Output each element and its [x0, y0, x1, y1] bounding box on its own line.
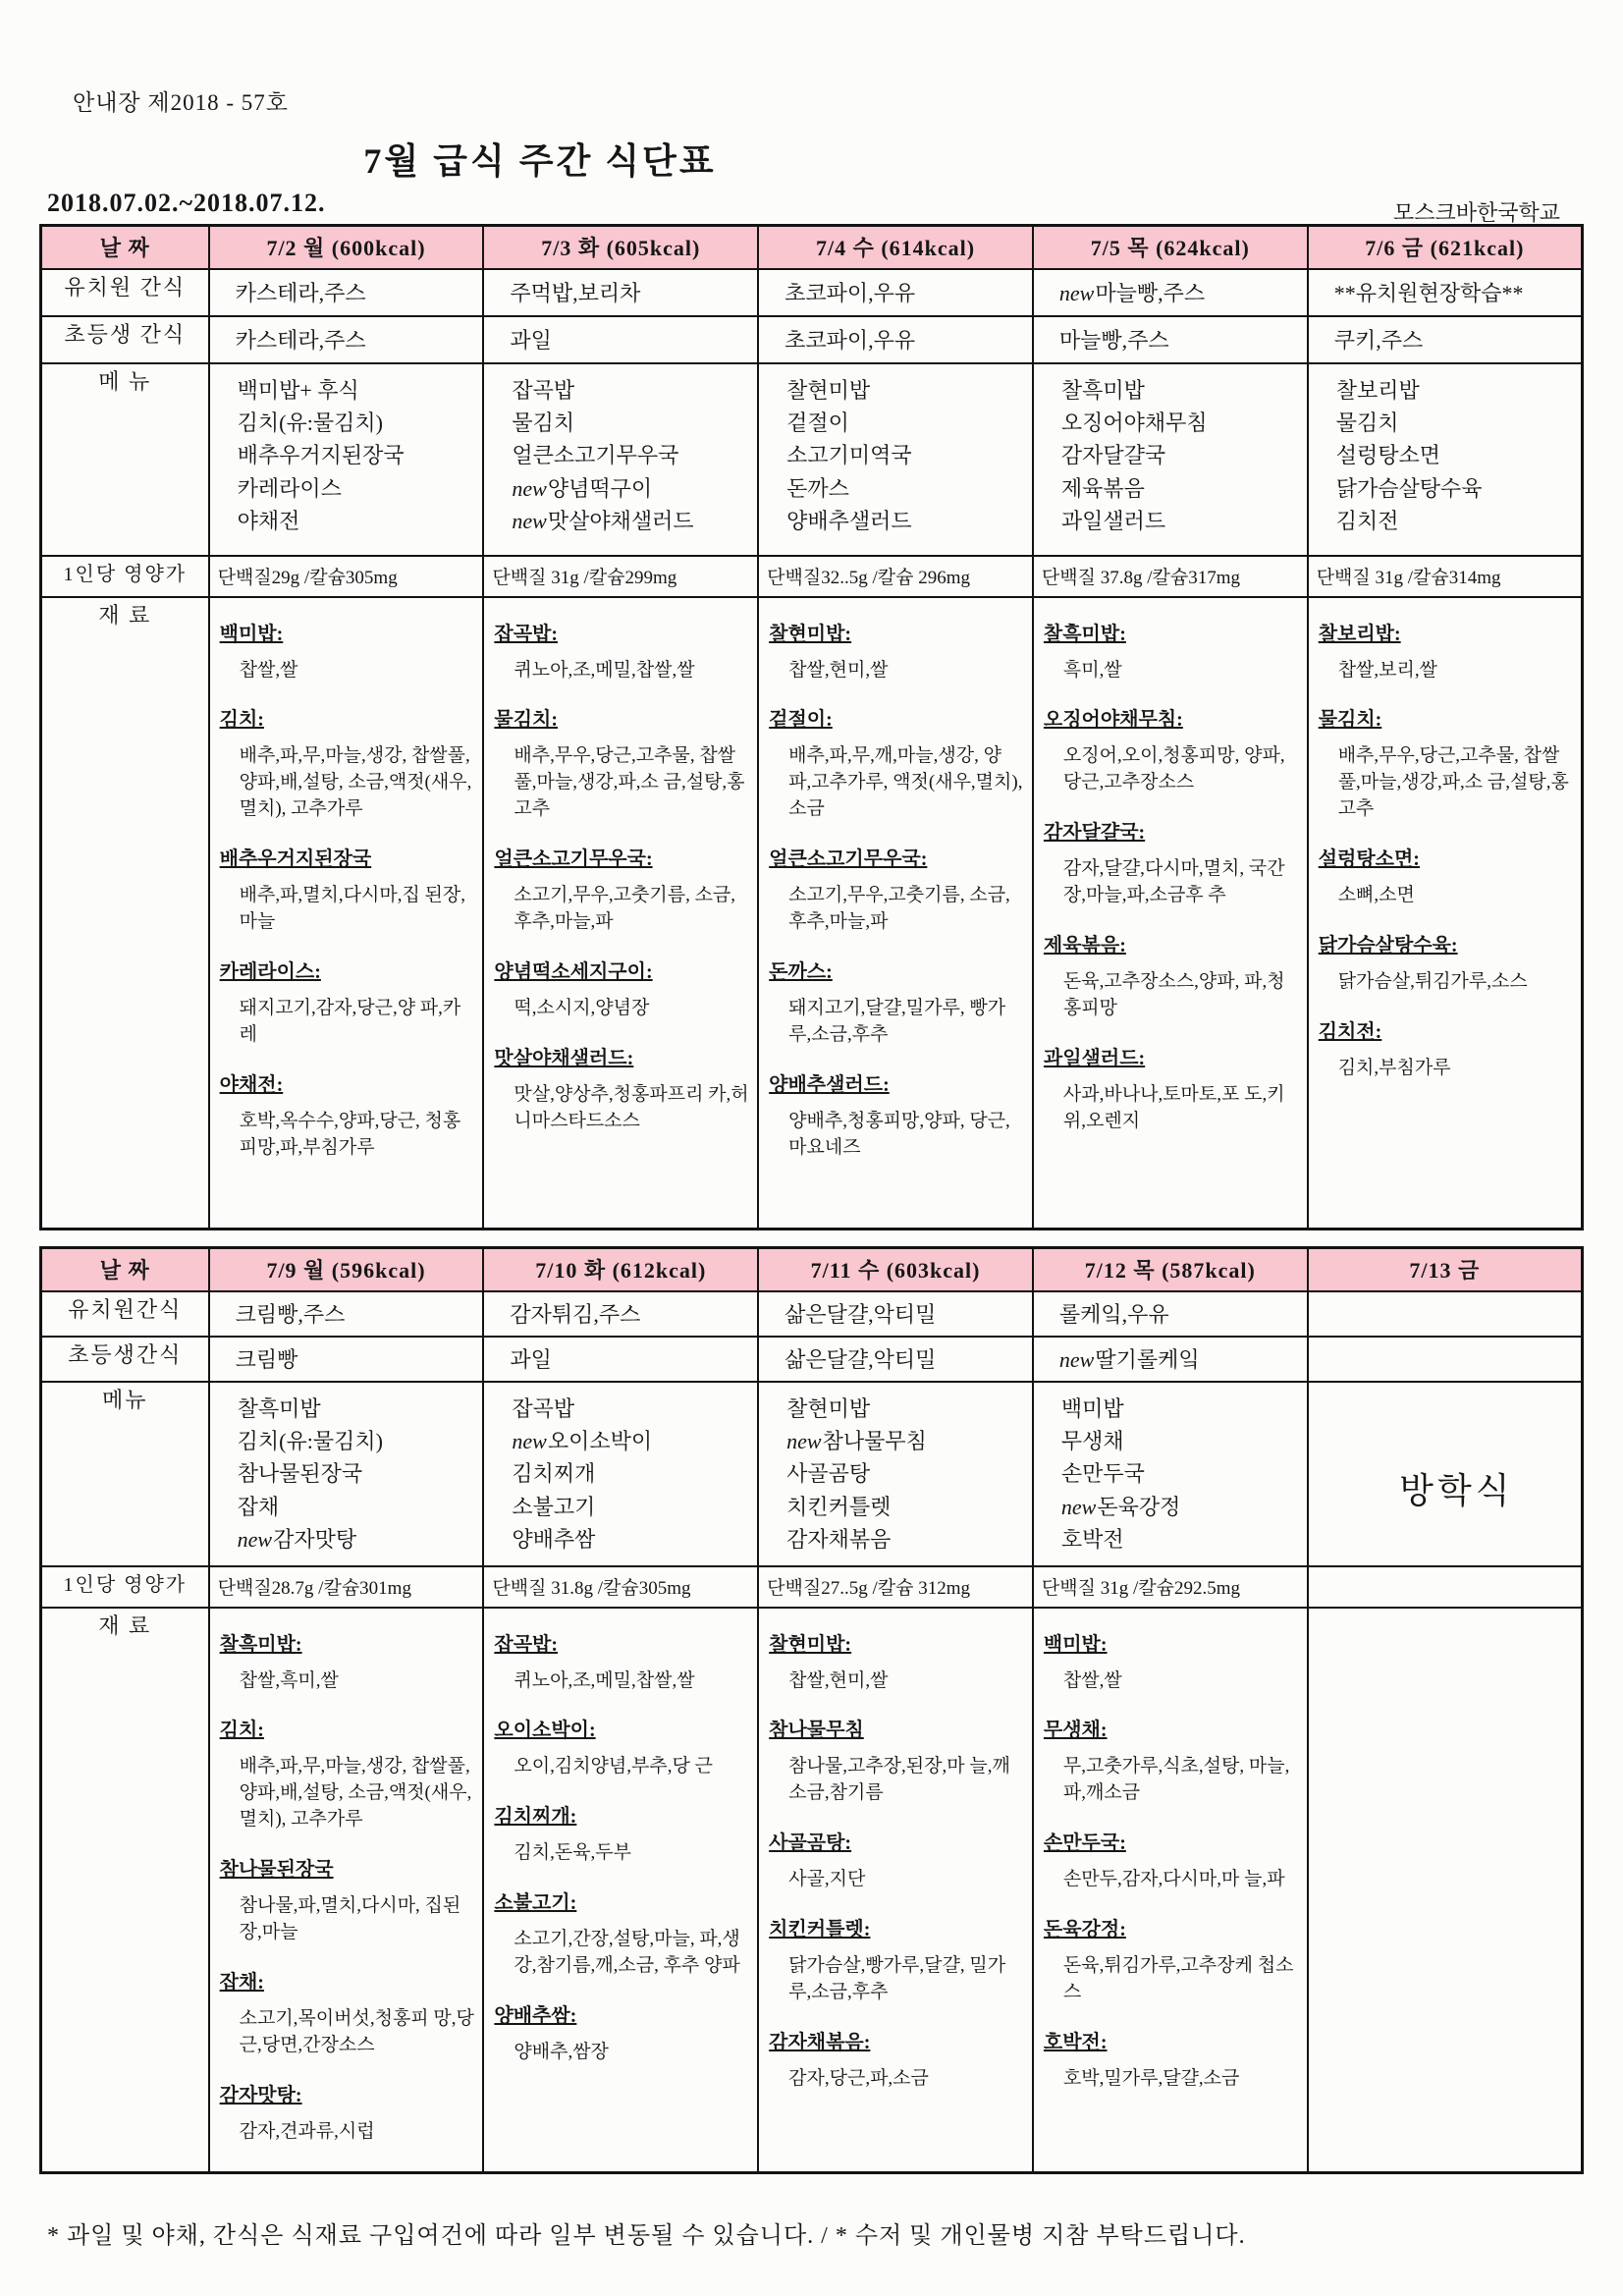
menu-cell — [209, 363, 484, 556]
menu-item: 얼큰소고기무우국 — [512, 443, 679, 468]
ingredients-cell — [758, 1608, 1033, 2173]
elementary-snack-text: 쿠키,주스 — [1333, 328, 1424, 353]
date-header-row — [41, 1248, 1583, 1291]
ingredient-items: 떡,소시지,양념장 — [514, 998, 650, 1019]
ingredient-items: 소고기,무우,고춧기름, 소금,후추,마늘,파 — [514, 885, 736, 933]
ingredient-items: 돼지고기,달걀,밀가루, 빵가루,소금,후추 — [788, 998, 1006, 1046]
menu-label: 메뉴 — [41, 1382, 209, 1566]
notice-number: 안내장 제2018 - 57호 — [73, 90, 289, 115]
kindergarten-snack-cell — [1033, 1291, 1308, 1337]
menu-label: 메 뉴 — [41, 363, 209, 556]
ingredient-dish-name: 돈까스: — [769, 961, 833, 984]
elementary-snack-text: 마늘빵,주스 — [1058, 328, 1169, 353]
kindergarten-snack-text: 주먹밥,보리차 — [510, 281, 641, 305]
menu-item: 백미밥 — [1060, 1395, 1124, 1421]
ingredient-dish-name: 닭가슴살탕수육: — [1318, 935, 1458, 957]
ingredient-items: 퀴노아,조,메밀,찹쌀,쌀 — [514, 1669, 695, 1691]
ingredient-items: 찹쌀,쌀 — [1062, 1669, 1122, 1691]
elementary-snack-row — [41, 1337, 1583, 1382]
menu-item: 소고기미역국 — [786, 443, 912, 468]
elementary-snack-cell — [758, 316, 1033, 363]
ingredient-items: 양배추,쌈장 — [514, 2042, 609, 2063]
ingredient-dish-name: 설렁탕소면: — [1318, 848, 1420, 871]
ingredient-items: 참나물,파,멸치,다시마, 집된장,마늘 — [239, 1895, 461, 1943]
ingredient-dish-name: 배추우거지된장국 — [219, 848, 372, 871]
elementary-snack-label: 초등생 간식 — [41, 316, 209, 363]
ingredient-items: 무,고춧가루,식초,설탕, 마늘,파,깨소금 — [1062, 1756, 1290, 1804]
day-header: 7/5 목 (624kcal) — [1033, 226, 1308, 269]
elementary-snack-text: 삶은달걀,악티밀 — [784, 1347, 937, 1372]
menu-item: 카레라이스 — [237, 475, 342, 501]
menu-item: 찰흑미밥 — [237, 1395, 321, 1421]
ingredient-items: 찹쌀,현미,쌀 — [788, 1669, 889, 1691]
elementary-snack-text: 카스테라,주스 — [235, 328, 366, 353]
kindergarten-snack-cell — [1308, 1291, 1583, 1337]
menu-item: 돈까스 — [786, 475, 849, 501]
elementary-snack-cell — [1033, 316, 1308, 363]
ingredient-dish-name: 잡곡밥: — [494, 623, 559, 645]
kindergarten-snack-cell — [209, 1291, 484, 1337]
ingredient-items: 감자,달걀,다시마,멸치, 국간장,마늘,파,소금후 추 — [1062, 858, 1285, 906]
ingredient-dish-name: 김치: — [219, 1720, 264, 1742]
ingredient-dish-name: 사골곰탕: — [769, 1832, 852, 1855]
menu-item: 참나물된장국 — [237, 1461, 363, 1487]
ingredient-items: 참나물,고추장,된장,마 늘,깨소금,참기름 — [788, 1756, 1010, 1804]
day-header: 7/2 월 (600kcal) — [209, 226, 484, 269]
menu-item: new맛살야채샐러드 — [512, 509, 694, 534]
kindergarten-snack-cell — [209, 269, 484, 316]
weekly-menu-table-1 — [39, 224, 1584, 1230]
menu-item: 김치(유:물김치) — [237, 410, 383, 435]
ingredient-dish-name: 물김치: — [1318, 709, 1382, 732]
ingredient-items: 김치,부침가루 — [1337, 1058, 1451, 1079]
ingredient-items: 호박,밀가루,달걀,소금 — [1062, 2068, 1240, 2090]
ingredient-items: 오징어,오이,청홍피망, 양파,당근,고추장소스 — [1062, 745, 1285, 793]
new-item-marker: new — [237, 1527, 273, 1553]
menu-item: 소불고기 — [512, 1494, 596, 1519]
day-header: 7/4 수 (614kcal) — [758, 226, 1033, 269]
kindergarten-snack-cell — [758, 1291, 1033, 1337]
ingredients-cell — [1033, 1608, 1308, 2173]
kindergarten-snack-text: **유치원현장학습** — [1333, 281, 1524, 305]
date-label: 날 짜 — [41, 1248, 209, 1291]
ingredient-dish-name: 과일샐러드: — [1043, 1048, 1146, 1070]
ingredient-items: 손만두,감자,다시마,마 늘,파 — [1062, 1869, 1285, 1890]
ingredient-items: 퀴노아,조,메밀,찹쌀,쌀 — [514, 659, 695, 681]
menu-cell — [209, 1382, 484, 1566]
kindergarten-snack-text: 카스테라,주스 — [235, 281, 366, 305]
ingredient-items: 닭가슴살,튀김가루,소스 — [1337, 971, 1528, 993]
day-header: 7/9 월 (596kcal) — [209, 1248, 484, 1291]
nutrition-cell: 단백질27..5g /칼슘 312mg — [758, 1566, 1033, 1608]
ingredient-dish-name: 찰보리밥: — [1318, 623, 1401, 645]
ingredient-dish-name: 호박전: — [1043, 2032, 1108, 2054]
ingredient-dish-name: 찰흑미밥: — [219, 1633, 302, 1656]
menu-item: 사골곰탕 — [786, 1461, 871, 1487]
menu-item: 양배추쌈 — [512, 1527, 596, 1553]
elementary-snack-cell — [1308, 316, 1583, 363]
ingredient-items: 김치,돈육,두부 — [514, 1842, 632, 1864]
day-header: 7/6 금 (621kcal) — [1308, 226, 1583, 269]
ingredient-dish-name: 양념떡소세지구이: — [494, 961, 653, 984]
ingredient-items: 호박,옥수수,양파,당근, 청홍피망,파,부침가루 — [239, 1111, 461, 1159]
nutrition-cell: 단백질 31g /칼슘299mg — [483, 556, 758, 597]
kindergarten-snack-text: 크림빵,주스 — [235, 1302, 346, 1327]
menu-item: 찰현미밥 — [786, 1395, 871, 1421]
ingredients-cell — [209, 597, 484, 1230]
menu-item: 김치전 — [1335, 509, 1399, 534]
menu-item: 설렁탕소면 — [1335, 443, 1440, 468]
ingredient-items: 감자,당근,파,소금 — [788, 2068, 929, 2090]
elementary-snack-cell — [209, 1337, 484, 1382]
ingredient-dish-name: 잡채: — [219, 1972, 264, 1995]
ingredient-dish-name: 소불고기: — [494, 1892, 577, 1915]
elementary-snack-cell — [209, 316, 484, 363]
menu-item: 찰보리밥 — [1335, 377, 1420, 403]
ingredient-items: 돼지고기,감자,당근,양 파,카레 — [239, 998, 461, 1046]
ingredient-dish-name: 참나물된장국 — [219, 1859, 334, 1882]
elementary-snack-text: 크림빵 — [235, 1347, 298, 1372]
menu-item: 오징어야채무침 — [1060, 410, 1208, 435]
ingredient-dish-name: 제육볶음: — [1043, 935, 1126, 957]
ingredient-dish-name: 감자달걀국: — [1043, 822, 1146, 845]
ingredient-dish-name: 오징어야채무침: — [1043, 709, 1183, 732]
nutrition-cell: 단백질 31g /칼슘292.5mg — [1033, 1566, 1308, 1608]
menu-item: new돈육강정 — [1060, 1494, 1181, 1519]
school-name: 모스크바한국학교 — [1392, 200, 1560, 225]
menu-item: 잡곡밥 — [512, 1395, 575, 1421]
kindergarten-snack-text: 롤케잌,우유 — [1058, 1302, 1169, 1327]
ingredients-cell — [1033, 597, 1308, 1230]
ingredient-dish-name: 김치: — [219, 709, 264, 732]
menu-item: new오이소박이 — [512, 1428, 653, 1453]
ingredient-dish-name: 김치전: — [1318, 1021, 1382, 1044]
ingredient-dish-name: 손만두국: — [1043, 1832, 1126, 1855]
ingredient-dish-name: 맛살야채샐러드: — [494, 1048, 634, 1070]
menu-cell — [758, 363, 1033, 556]
ingredient-items: 소고기,목이버섯,청홍피 망,당근,당면,간장소스 — [239, 2008, 474, 2056]
nutrition-cell: 단백질 37.8g /칼슘317mg — [1033, 556, 1308, 597]
menu-cell — [1308, 1382, 1583, 1566]
new-item-marker: new — [512, 509, 547, 534]
elementary-snack-text: 과일 — [510, 1347, 552, 1372]
ingredient-dish-name: 야채전: — [219, 1074, 284, 1097]
ingredient-dish-name: 겉절이: — [769, 709, 833, 732]
menu-item: 잡곡밥 — [512, 377, 575, 403]
ingredient-dish-name: 백미밥: — [1043, 1633, 1108, 1656]
day-header: 7/13 금 — [1308, 1248, 1583, 1291]
ingredient-dish-name: 참나물무침 — [769, 1720, 864, 1742]
kindergarten-snack-cell — [483, 269, 758, 316]
menu-cell — [1308, 363, 1583, 556]
menu-item: 겉절이 — [786, 410, 849, 435]
menu-cell — [1033, 363, 1308, 556]
ingredient-dish-name: 얼큰소고기무우국: — [494, 848, 653, 871]
ingredient-dish-name: 찰현미밥: — [769, 623, 852, 645]
kindergarten-snack-text: 초코파이,우유 — [784, 281, 916, 305]
day-header: 7/3 화 (605kcal) — [483, 226, 758, 269]
weekly-menu-table-2 — [39, 1246, 1584, 2174]
kindergarten-snack-cell — [483, 1291, 758, 1337]
nutrition-cell: 단백질29g /칼슘305mg — [209, 556, 484, 597]
menu-cell — [483, 363, 758, 556]
menu-cell — [758, 1382, 1033, 1566]
ingredient-dish-name: 감자채볶음: — [769, 2032, 871, 2054]
ingredient-items: 소고기,무우,고춧기름, 소금,후추,마늘,파 — [788, 885, 1010, 933]
ingredient-items: 오이,김치양념,부추,당 근 — [514, 1756, 713, 1777]
menu-item: 제육볶음 — [1060, 475, 1145, 501]
ingredient-dish-name: 찰현미밥: — [769, 1633, 852, 1656]
menu-cell — [483, 1382, 758, 1566]
day-header: 7/12 목 (587kcal) — [1033, 1248, 1308, 1291]
menu-item: 무생채 — [1060, 1428, 1124, 1453]
menu-item: 닭가슴살탕수육 — [1335, 475, 1483, 501]
ingredient-items: 돈육,튀김가루,고추장케 첩소스 — [1062, 1955, 1294, 2003]
kindergarten-snack-text: 삶은달걀,악티밀 — [784, 1302, 937, 1327]
menu-item: 호박전 — [1060, 1527, 1124, 1553]
nutrition-label: 1인당 영양가 — [41, 556, 209, 597]
ingredient-items: 배추,파,무,마늘,생강, 찹쌀풀,양파,배,설탕, 소금,액젓(새우,멸치), 고추가루 — [239, 745, 472, 820]
nutrition-label: 1인당 영양가 — [41, 1566, 209, 1608]
new-item-marker: new — [512, 1428, 547, 1453]
menu-row — [41, 1382, 1583, 1566]
new-item-marker: new — [512, 475, 547, 501]
ingredients-cell — [1308, 597, 1583, 1230]
kindergarten-snack-cell — [1308, 269, 1583, 316]
menu-row — [41, 363, 1583, 556]
kindergarten-snack-cell — [758, 269, 1033, 316]
ingredients-cell — [483, 597, 758, 1230]
date-label: 날 짜 — [41, 226, 209, 269]
ingredient-items: 찹쌀,보리,쌀 — [1337, 659, 1437, 681]
ingredient-items: 맛살,양상추,청홍파프리 카,허니마스타드소스 — [514, 1084, 749, 1132]
ingredient-items: 양배추,청홍피망,양파, 당근,마요네즈 — [788, 1111, 1010, 1159]
ingredient-dish-name: 물김치: — [494, 709, 559, 732]
ingredient-dish-name: 무생채: — [1043, 1720, 1108, 1742]
elementary-snack-cell — [758, 1337, 1033, 1382]
ingredients-cell — [483, 1608, 758, 2173]
ingredients-cell — [209, 1608, 484, 2173]
ingredient-dish-name: 얼큰소고기무우국: — [769, 848, 928, 871]
menu-item: 치킨커틀렛 — [786, 1494, 892, 1519]
elementary-snack-cell — [1308, 1337, 1583, 1382]
nutrition-row — [41, 556, 1583, 597]
page-title: 7월 급식 주간 식단표 — [363, 141, 717, 181]
ingredient-items: 배추,파,무,깨,마늘,생강, 양파,고추가루, 액젓(새우,멸치),소금 — [788, 745, 1023, 820]
menu-item: 배추우거지된장국 — [237, 443, 405, 468]
menu-item: 백미밥+ 후식 — [237, 377, 359, 403]
elementary-snack-row — [41, 316, 1583, 363]
date-range: 2018.07.02.~2018.07.12. — [47, 189, 326, 217]
menu-item: 야채전 — [237, 509, 300, 534]
ingredient-items: 소고기,간장,설탕,마늘, 파,생강,참기름,깨,소금, 후추 양파 — [514, 1929, 740, 1977]
menu-item: 손만두국 — [1060, 1461, 1145, 1487]
ingredients-label: 재 료 — [41, 1608, 209, 2173]
ingredient-dish-name: 돈육강정: — [1043, 1919, 1126, 1941]
new-item-marker: new — [786, 1428, 822, 1453]
menu-item: 양배추샐러드 — [786, 509, 912, 534]
day-header: 7/10 화 (612kcal) — [483, 1248, 758, 1291]
kindergarten-snack-text: 감자튀김,주스 — [510, 1302, 641, 1327]
ingredient-items: 찹쌀,현미,쌀 — [788, 659, 889, 681]
ingredient-items: 배추,파,멸치,다시마,집 된장,마늘 — [239, 885, 466, 933]
menu-item: 과일샐러드 — [1060, 509, 1166, 534]
ingredient-items: 닭가슴살,빵가루,달걀, 밀가루,소금,후추 — [788, 1955, 1006, 2003]
nutrition-cell: 단백질 31g /칼슘314mg — [1308, 556, 1583, 597]
menu-item: 감자달걀국 — [1060, 443, 1166, 468]
footer-note: * 과일 및 야채, 간식은 식재료 구입여건에 따라 일부 변동될 수 있습니다. / * 수저 및 개인물병 지참 부탁드립니다. — [47, 2223, 1246, 2249]
day-header: 7/11 수 (603kcal) — [758, 1248, 1033, 1291]
menu-item: 찰현미밥 — [786, 377, 871, 403]
ingredients-row — [41, 597, 1583, 1230]
ingredients-cell — [758, 597, 1033, 1230]
menu-cell — [1033, 1382, 1308, 1566]
elementary-snack-cell — [483, 1337, 758, 1382]
menu-item: 잡채 — [237, 1494, 280, 1519]
menu-item: 감자채볶음 — [786, 1527, 892, 1553]
ingredient-dish-name: 김치찌개: — [494, 1806, 577, 1829]
ingredient-dish-name: 양배추샐러드: — [769, 1074, 890, 1097]
ingredient-items: 사골,지단 — [788, 1869, 866, 1890]
kindergarten-snack-text: new마늘빵,주스 — [1058, 281, 1206, 305]
new-item-marker: new — [1058, 281, 1095, 305]
new-item-marker: new — [1060, 1494, 1097, 1519]
nutrition-row — [41, 1566, 1583, 1608]
nutrition-cell: 단백질28.7g /칼슘301mg — [209, 1566, 484, 1608]
elementary-snack-text: 초코파이,우유 — [784, 328, 916, 353]
menu-tables-container — [39, 224, 1584, 2190]
ingredient-dish-name: 치킨커틀렛: — [769, 1919, 871, 1941]
elementary-snack-cell — [483, 316, 758, 363]
ingredient-dish-name: 카레라이스: — [219, 961, 321, 984]
ingredient-dish-name: 양배추쌈: — [494, 2005, 577, 2028]
ingredients-label: 재 료 — [41, 597, 209, 1230]
menu-item: 찰흑미밥 — [1060, 377, 1145, 403]
nutrition-cell: 단백질32..5g /칼슘 296mg — [758, 556, 1033, 597]
ingredient-dish-name: 찰흑미밥: — [1043, 623, 1126, 645]
menu-item: new양념떡구이 — [512, 475, 653, 501]
kindergarten-snack-row — [41, 269, 1583, 316]
menu-item: new감자맛탕 — [237, 1527, 357, 1553]
ingredient-dish-name: 잡곡밥: — [494, 1633, 559, 1656]
ingredients-row — [41, 1608, 1583, 2173]
ingredient-dish-name: 감자맛탕: — [219, 2085, 302, 2107]
elementary-snack-text: new딸기롤케잌 — [1058, 1347, 1200, 1372]
nutrition-cell — [1308, 1566, 1583, 1608]
ingredient-items: 돈육,고추장소스,양파, 파,청홍피망 — [1062, 971, 1285, 1019]
ingredient-items: 흑미,쌀 — [1062, 659, 1122, 681]
ingredient-items: 배추,무우,당근,고추물, 찹쌀풀,마늘,생강,파,소 금,설탕,홍고추 — [514, 745, 745, 820]
menu-item: 물김치 — [1335, 410, 1399, 435]
ingredients-cell — [1308, 1608, 1583, 2173]
elementary-snack-label: 초등생간식 — [41, 1337, 209, 1382]
nutrition-cell: 단백질 31.8g /칼슘305mg — [483, 1566, 758, 1608]
elementary-snack-text: 과일 — [510, 328, 552, 353]
ingredient-dish-name: 백미밥: — [219, 623, 284, 645]
kindergarten-snack-row — [41, 1291, 1583, 1337]
menu-item: new참나물무침 — [786, 1428, 927, 1453]
ingredient-items: 감자,견과류,시럽 — [239, 2121, 375, 2143]
ingredient-dish-name: 오이소박이: — [494, 1720, 596, 1742]
date-header-row — [41, 226, 1583, 269]
new-item-marker: new — [1058, 1347, 1095, 1372]
elementary-snack-cell — [1033, 1337, 1308, 1382]
ingredient-items: 소뼈,소면 — [1337, 885, 1415, 906]
ingredient-items: 배추,무우,당근,고추물, 찹쌀풀,마늘,생강,파,소 금,설탕,홍고추 — [1337, 745, 1569, 820]
ingredient-items: 찹쌀,흑미,쌀 — [239, 1669, 339, 1691]
kindergarten-snack-label: 유치원간식 — [41, 1291, 209, 1337]
menu-item: 김치(유:물김치) — [237, 1428, 383, 1453]
ingredient-items: 사과,바나나,토마토,포 도,키위,오렌지 — [1062, 1084, 1285, 1132]
kindergarten-snack-label: 유치원 간식 — [41, 269, 209, 316]
ingredient-items: 배추,파,무,마늘,생강, 찹쌀풀,양파,배,설탕, 소금,액젓(새우,멸치), 고추가루 — [239, 1756, 472, 1831]
kindergarten-snack-cell — [1033, 269, 1308, 316]
vacation-note: 방학식 — [1399, 1470, 1514, 1510]
menu-item: 물김치 — [512, 410, 575, 435]
menu-item: 김치찌개 — [512, 1461, 596, 1487]
ingredient-items: 찹쌀,쌀 — [239, 659, 298, 681]
